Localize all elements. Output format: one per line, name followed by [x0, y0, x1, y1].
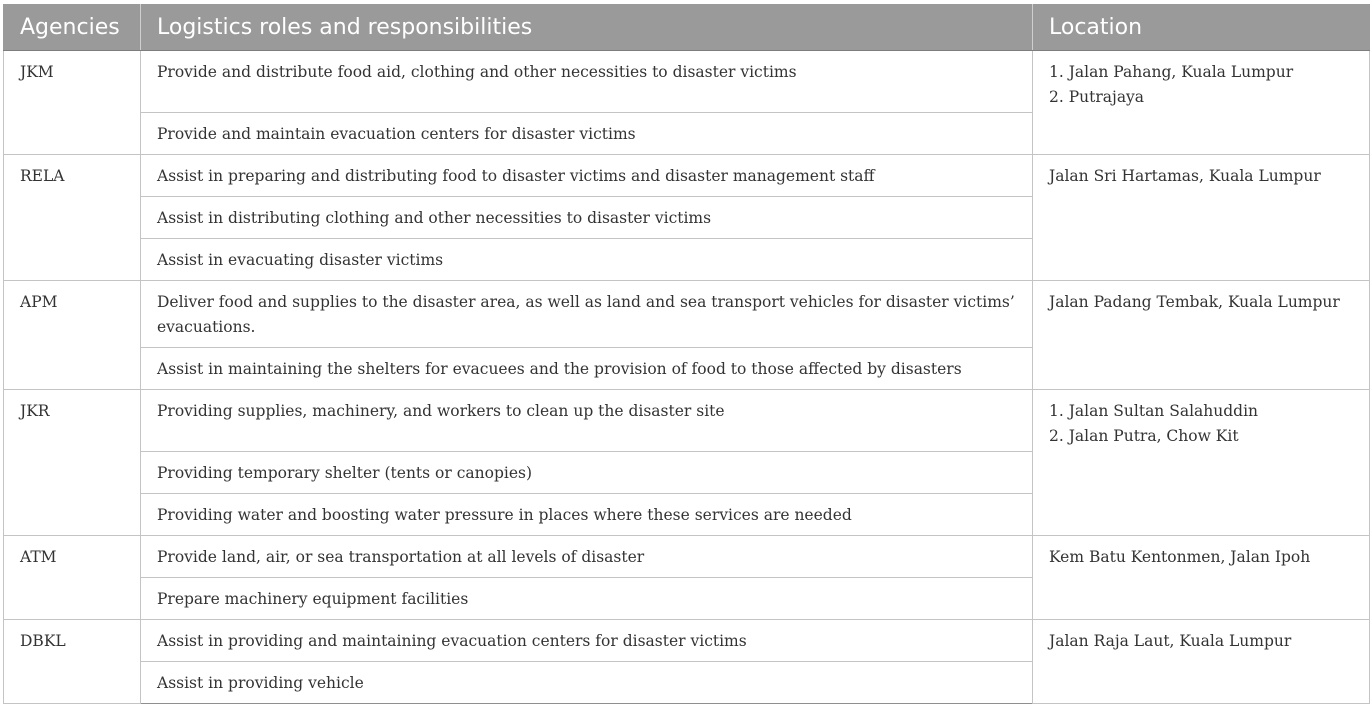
role-cell: Provide land, air, or sea transportation at all levels of disaster	[141, 536, 1033, 578]
agency-cell: APM	[4, 281, 141, 390]
role-cell: Providing temporary shelter (tents or canopies)	[141, 452, 1033, 494]
role-cell: Assist in providing and maintaining evacuation centers for disaster victims	[141, 620, 1033, 662]
location-line: Kem Batu Kentonmen, Jalan Ipoh	[1049, 548, 1311, 566]
header-agencies: Agencies	[4, 4, 141, 51]
role-cell: Assist in maintaining the shelters for evacuees and the provision of food to those affected by disasters	[141, 348, 1033, 390]
location-line: 2. Putrajaya	[1049, 88, 1145, 106]
location-cell	[1033, 390, 1370, 536]
location-cell	[1033, 620, 1370, 704]
location-cell	[1033, 281, 1370, 390]
agency-cell: DBKL	[4, 620, 141, 704]
table-body	[4, 51, 1370, 704]
header-roles: Logistics roles and responsibilities	[141, 4, 1033, 51]
location-line: 2. Jalan Putra, Chow Kit	[1049, 427, 1239, 445]
table-row	[4, 281, 1370, 348]
location-line: Jalan Padang Tembak, Kuala Lumpur	[1049, 293, 1340, 311]
table-row	[4, 51, 1370, 113]
agency-cell: JKM	[4, 51, 141, 155]
table-row	[4, 155, 1370, 197]
role-cell: Provide and maintain evacuation centers for disaster victims	[141, 113, 1033, 155]
location-line: 1. Jalan Sultan Salahuddin	[1049, 402, 1259, 420]
role-cell: Deliver food and supplies to the disaster area, as well as land and sea transport vehicles for disaster victims’ evacuations.	[141, 281, 1033, 348]
role-cell: Providing supplies, machinery, and workers to clean up the disaster site	[141, 390, 1033, 452]
table-row	[4, 620, 1370, 662]
header-location: Location	[1033, 4, 1370, 51]
agencies-roles-table	[3, 4, 1370, 704]
location-cell	[1033, 536, 1370, 620]
location-line: Jalan Sri Hartamas, Kuala Lumpur	[1049, 167, 1321, 185]
role-cell: Assist in preparing and distributing food to disaster victims and disaster management staff	[141, 155, 1033, 197]
role-cell: Providing water and boosting water pressure in places where these services are needed	[141, 494, 1033, 536]
agency-cell: RELA	[4, 155, 141, 281]
table-row	[4, 390, 1370, 452]
role-cell: Provide and distribute food aid, clothing and other necessities to disaster victims	[141, 51, 1033, 113]
header-row	[4, 4, 1370, 51]
role-cell: Assist in providing vehicle	[141, 662, 1033, 704]
role-cell: Assist in evacuating disaster victims	[141, 239, 1033, 281]
table-row	[4, 536, 1370, 578]
location-cell	[1033, 155, 1370, 281]
table-header	[4, 4, 1370, 51]
role-cell: Prepare machinery equipment facilities	[141, 578, 1033, 620]
role-cell: Assist in distributing clothing and other necessities to disaster victims	[141, 197, 1033, 239]
agency-cell: JKR	[4, 390, 141, 536]
location-line: Jalan Raja Laut, Kuala Lumpur	[1049, 632, 1292, 650]
agency-cell: ATM	[4, 536, 141, 620]
location-line: 1. Jalan Pahang, Kuala Lumpur	[1049, 63, 1294, 81]
location-cell	[1033, 51, 1370, 155]
